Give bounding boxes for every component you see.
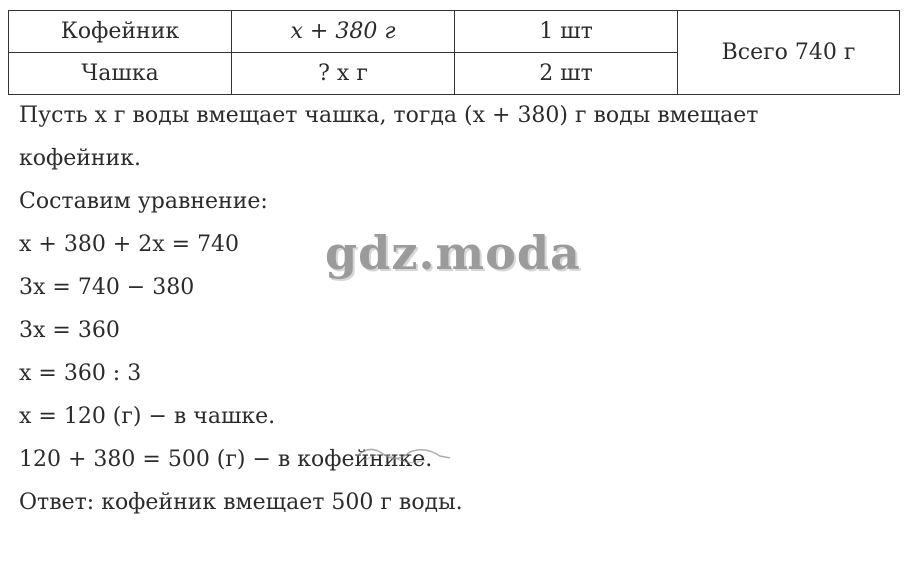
data-table (8, 10, 900, 95)
table-cell-count: 1 шт (455, 11, 678, 53)
table-cell-amount: x + 380 г (232, 11, 455, 53)
table-cell-count: 2 шт (455, 53, 678, 95)
equation-line: 3x = 360 (19, 318, 120, 343)
answer-line: Ответ: кофейник вмещает 500 г воды. (19, 490, 463, 515)
table-cell-item: Чашка (9, 53, 232, 95)
solution-line: Составим уравнение: (19, 189, 268, 214)
equation-line: x = 360 : 3 (19, 361, 142, 386)
equation-line: 120 + 380 = 500 (г) − в кофейнике. (19, 447, 433, 472)
solution-line: кофейник. (19, 146, 141, 171)
table-cell-item: Кофейник (9, 11, 232, 53)
equation-line: x = 120 (г) − в чашке. (19, 404, 276, 429)
table-cell-total: Всего 740 г (678, 11, 900, 95)
equation-line: 3x = 740 − 380 (19, 275, 195, 300)
solution-line: Пусть x г воды вмещает чашка, тогда (x + 380) г воды вмещает (19, 103, 759, 128)
watermark-logo: gdz.moda (325, 226, 581, 280)
table-cell-amount: ? x г (232, 53, 455, 95)
equation-line: x + 380 + 2x = 740 (19, 232, 240, 257)
watermark-stamp-icon (355, 438, 455, 468)
table-row (9, 11, 900, 53)
